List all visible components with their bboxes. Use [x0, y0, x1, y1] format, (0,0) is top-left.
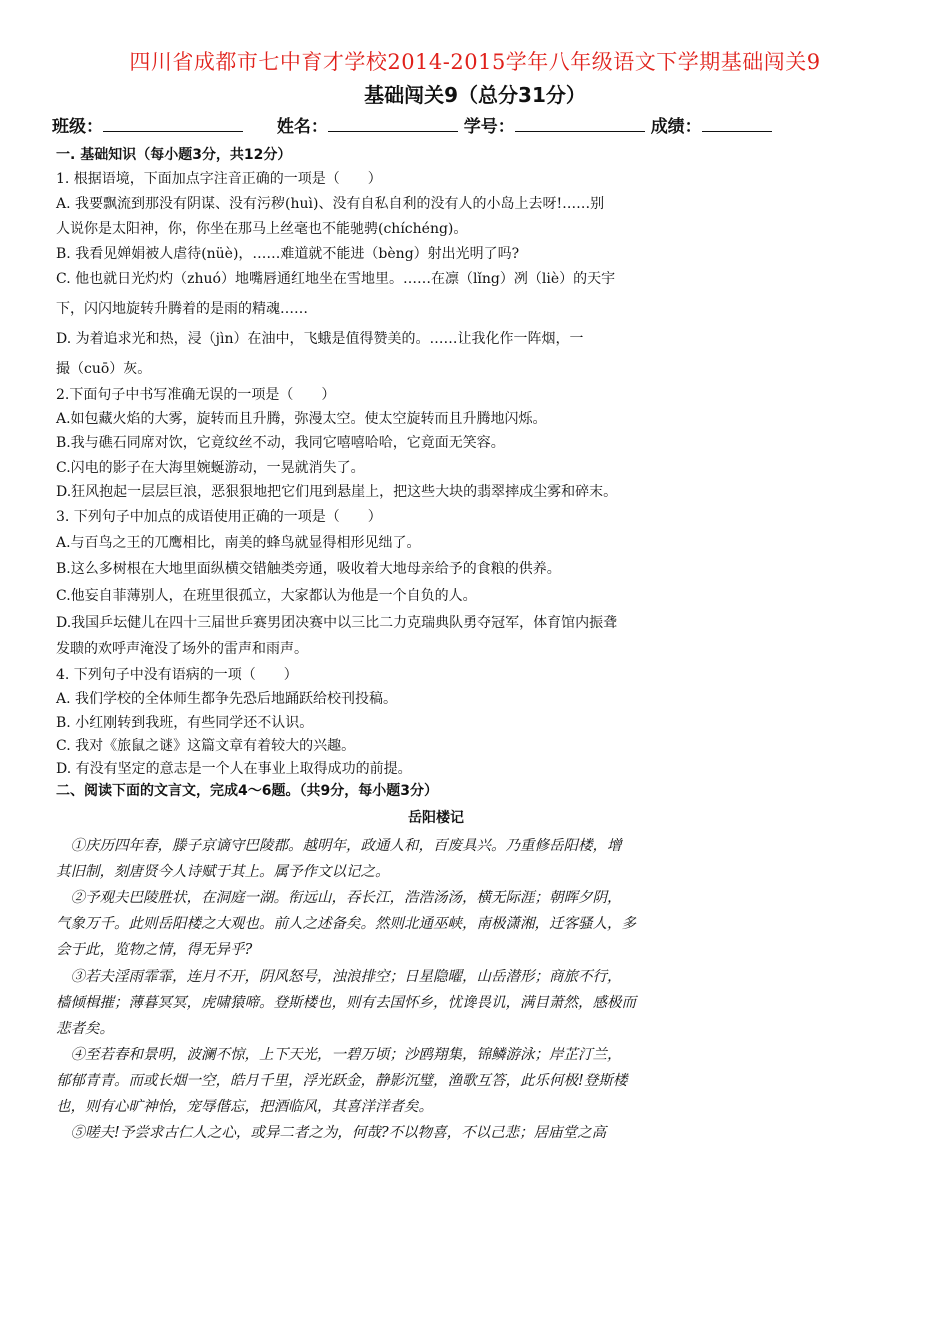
question-line: 2.下面句子中书写准确无误的一项是（ ）: [56, 387, 336, 403]
id-blank[interactable]: [515, 115, 645, 132]
question-line: B. 我看见婵娟被人虐待(nüè)，……难道就不能进（bèng）射出光明了吗?: [56, 246, 520, 262]
passage-line: ②予观夫巴陵胜状，在洞庭一湖。衔远山，吞长江，浩浩汤汤，横无际涯；朝晖夕阴，: [56, 890, 622, 906]
name-label: 姓名：: [276, 117, 328, 137]
passage-line: 悲者矣。: [56, 1021, 114, 1037]
question-line: 下，闪闪地旋转升腾着的是雨的精魂……: [56, 301, 308, 317]
score-label: 成绩：: [650, 117, 702, 137]
question-line: A.如包藏火焰的大雾，旋转而且升腾，弥漫太空。使太空旋转而且升腾地闪烁。: [56, 411, 547, 427]
question-line: D. 为着追求光和热，浸（jìn）在油中，飞蛾是值得赞美的。……让我化作一阵烟，一: [56, 331, 584, 347]
question-line: D. 有没有坚定的意志是一个人在事业上取得成功的前提。: [56, 761, 412, 777]
question-line: C.闪电的影子在大海里婉蜒游动，一晃就消失了。: [56, 460, 365, 476]
score-blank[interactable]: [702, 115, 772, 132]
question-line: 4. 下列句子中没有语病的一项（ ）: [56, 667, 298, 683]
section-one-heading: 一. 基础知识（每小题3分，共12分）: [56, 147, 292, 163]
question-line: B.我与礁石同席对饮，它竟纹丝不动，我同它嘻嘻哈哈，它竟面无笑容。: [56, 435, 505, 451]
passage-line: ④至若春和景明，波澜不惊，上下天光，一碧万顷；沙鸥翔集，锦鳞游泳；岸芷汀兰，: [56, 1047, 622, 1063]
class-blank[interactable]: [103, 115, 243, 132]
question-line: A. 我们学校的全体师生都争先恐后地踊跃给校刊投稿。: [56, 691, 398, 707]
question-line: B.这么多树根在大地里面纵横交错触类旁通，吸收着大地母亲给予的食粮的供养。: [56, 561, 561, 577]
question-line: 1. 根据语境，下面加点字注音正确的一项是（ ）: [56, 171, 382, 187]
question-line: C. 我对《旅鼠之谜》这篇文章有着较大的兴趣。: [56, 738, 356, 754]
question-line: 发聩的欢呼声淹没了场外的雷声和雨声。: [56, 641, 308, 657]
question-line: A. 我要飘流到那没有阴谋、没有污秽(huì)、没有自私自利的没有人的小岛上去呀!……别: [56, 196, 605, 212]
document-title: 四川省成都市七中育才学校2014-2015学年八年级语文下学期基础闯关9: [129, 50, 821, 74]
question-line: D.狂风抱起一层层巨浪，恶狠狠地把它们甩到悬崖上，把这些大块的翡翠摔成尘雾和碎末。: [56, 484, 618, 500]
question-line: A.与百鸟之王的兀鹰相比，南美的蜂鸟就显得相形见绌了。: [56, 535, 421, 551]
passage-line: ①庆历四年春，滕子京谪守巴陵郡。越明年，政通人和，百废具兴。乃重修岳阳楼，增: [56, 838, 622, 854]
question-line: B. 小红刚转到我班，有些同学还不认识。: [56, 715, 314, 731]
passage-title: 岳阳楼记: [408, 810, 464, 826]
passage-line: 樯倾楫摧；薄暮冥冥，虎啸猿啼。登斯楼也，则有去国怀乡，忧谗畏讥，满目萧然，感极而: [56, 995, 636, 1011]
question-line: 3. 下列句子中加点的成语使用正确的一项是（ ）: [56, 509, 382, 525]
passage-line: 会于此，览物之情，得无异乎?: [56, 942, 253, 958]
passage-line: 气象万千。此则岳阳楼之大观也。前人之述备矣。然则北通巫峡，南极潇湘，迁客骚人，多: [56, 916, 636, 932]
exam-subtitle: 基础闯关9（总分31分）: [364, 83, 586, 107]
question-line: 人说你是太阳神，你，你坐在那马上丝毫也不能驰骋(chíchéng)。: [56, 221, 468, 237]
id-label: 学号：: [463, 117, 515, 137]
question-line: 撮（cuō）灰。: [56, 361, 152, 377]
class-label: 班级：: [52, 117, 103, 137]
student-info-row: [52, 112, 772, 137]
passage-line: 其旧制，刻唐贤今人诗赋于其上。属予作文以记之。: [56, 864, 390, 880]
passage-line: 也，则有心旷神怡，宠辱偕忘，把酒临风，其喜洋洋者矣。: [56, 1099, 433, 1115]
passage-line: ⑤嗟夫!予尝求古仁人之心，或异二者之为，何哉?不以物喜，不以己悲；居庙堂之高: [56, 1125, 607, 1141]
question-line: C.他妄自菲薄别人，在班里很孤立，大家都认为他是一个自负的人。: [56, 588, 477, 604]
name-blank[interactable]: [328, 115, 458, 132]
question-line: D.我国乒坛健儿在四十三届世乒赛男团决赛中以三比二力克瑞典队勇夺冠军，体育馆内振聋: [56, 615, 618, 631]
passage-line: 郁郁青青。而或长烟一空，皓月千里，浮光跃金，静影沉璧，渔歌互答，此乐何极!登斯楼: [56, 1073, 628, 1089]
section-two-heading: 二、阅读下面的文言文，完成4～6题。（共9分，每小题3分）: [56, 783, 438, 799]
question-line: C. 他也就日光灼灼（zhuó）地嘴唇通红地坐在雪地里。……在凛（lǐng）冽（liè）的天宇: [56, 271, 616, 287]
passage-line: ③若夫淫雨霏霏，连月不开，阴风怒号，浊浪排空；日星隐曜，山岳潜形；商旅不行，: [56, 969, 622, 985]
